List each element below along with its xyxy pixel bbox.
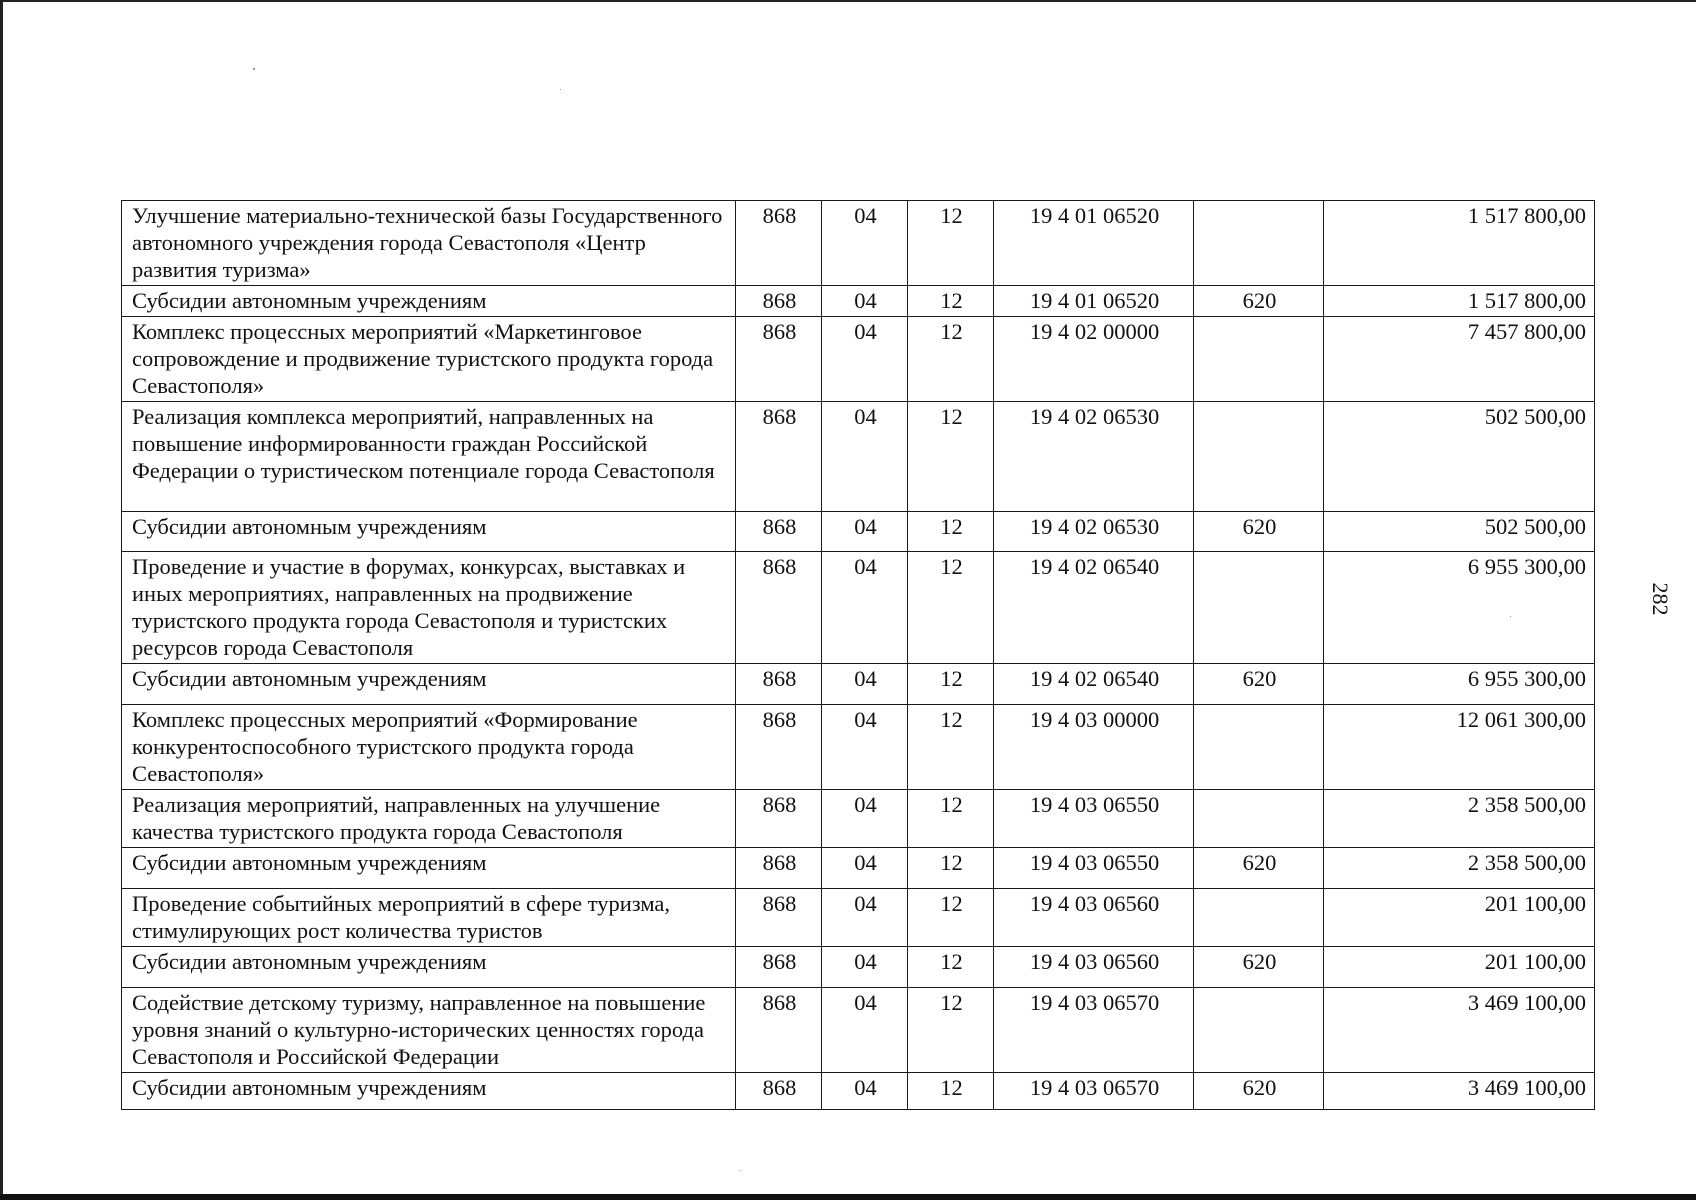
cell-subsection-code: 12: [908, 848, 994, 889]
cell-section-code: 04: [822, 988, 908, 1073]
cell-name: Комплекс процессных мероприятий «Маркетинговое сопровождение и продвижение туристского продукта города Севастополя»: [122, 317, 736, 402]
scan-speck: [253, 68, 255, 70]
cell-subsection-code: 12: [908, 1073, 994, 1110]
cell-target-article: 19 4 03 06570: [994, 988, 1194, 1073]
cell-section-code: 04: [822, 317, 908, 402]
cell-amount: 6 955 300,00: [1324, 664, 1595, 705]
cell-amount: 7 457 800,00: [1324, 317, 1595, 402]
cell-section-code: 04: [822, 664, 908, 705]
cell-name: Реализация комплекса мероприятий, направленных на повышение информированности граждан Российской Федерации о туристическом потенциале города Севастополя: [122, 402, 736, 512]
cell-name: Субсидии автономным учреждениям: [122, 286, 736, 317]
cell-grbs-code: 868: [736, 848, 822, 889]
cell-target-article: 19 4 02 06540: [994, 552, 1194, 664]
table-row: [122, 402, 1595, 512]
table-row: [122, 286, 1595, 317]
cell-expense-type: [1194, 705, 1324, 790]
cell-subsection-code: 12: [908, 790, 994, 848]
cell-grbs-code: 868: [736, 705, 822, 790]
cell-section-code: 04: [822, 1073, 908, 1110]
scan-border-left: [0, 0, 3, 1200]
cell-subsection-code: 12: [908, 317, 994, 402]
cell-expense-type: [1194, 889, 1324, 947]
cell-section-code: 04: [822, 848, 908, 889]
scan-speck: [560, 89, 561, 90]
cell-target-article: 19 4 03 06560: [994, 947, 1194, 988]
cell-name: Содействие детскому туризму, направленное на повышение уровня знаний о культурно-исторических ценностях города Севастополя и Российской Федерации: [122, 988, 736, 1073]
cell-section-code: 04: [822, 705, 908, 790]
cell-subsection-code: 12: [908, 512, 994, 552]
cell-expense-type: 620: [1194, 286, 1324, 317]
cell-grbs-code: 868: [736, 286, 822, 317]
cell-target-article: 19 4 03 06560: [994, 889, 1194, 947]
cell-expense-type: 620: [1194, 664, 1324, 705]
cell-amount: 1 517 800,00: [1324, 201, 1595, 286]
cell-expense-type: [1194, 317, 1324, 402]
cell-grbs-code: 868: [736, 402, 822, 512]
cell-grbs-code: 868: [736, 1073, 822, 1110]
cell-name: Субсидии автономным учреждениям: [122, 664, 736, 705]
cell-expense-type: [1194, 201, 1324, 286]
table-row: [122, 889, 1595, 947]
cell-amount: 201 100,00: [1324, 947, 1595, 988]
cell-section-code: 04: [822, 790, 908, 848]
cell-amount: 3 469 100,00: [1324, 1073, 1595, 1110]
cell-target-article: 19 4 03 06550: [994, 790, 1194, 848]
page-number: 282: [1648, 582, 1673, 616]
cell-name: Реализация мероприятий, направленных на улучшение качества туристского продукта города Севастополя: [122, 790, 736, 848]
cell-amount: 1 517 800,00: [1324, 286, 1595, 317]
cell-amount: 6 955 300,00: [1324, 552, 1595, 664]
table-row: [122, 790, 1595, 848]
scan-speck: [740, 1170, 741, 1171]
cell-subsection-code: 12: [908, 552, 994, 664]
cell-name: Комплекс процессных мероприятий «Формирование конкурентоспособного туристского продукта города Севастополя»: [122, 705, 736, 790]
cell-grbs-code: 868: [736, 988, 822, 1073]
budget-table: [121, 200, 1595, 1110]
cell-name: Субсидии автономным учреждениям: [122, 848, 736, 889]
cell-expense-type: [1194, 402, 1324, 512]
budget-table-body: [122, 201, 1595, 1110]
cell-name: Улучшение материально-технической базы Государственного автономного учреждения города Севастополя «Центр развития туризма»: [122, 201, 736, 286]
cell-subsection-code: 12: [908, 947, 994, 988]
cell-target-article: 19 4 03 06570: [994, 1073, 1194, 1110]
cell-name: Субсидии автономным учреждениям: [122, 512, 736, 552]
table-row: [122, 947, 1595, 988]
cell-subsection-code: 12: [908, 664, 994, 705]
cell-expense-type: 620: [1194, 1073, 1324, 1110]
cell-expense-type: [1194, 988, 1324, 1073]
cell-grbs-code: 868: [736, 317, 822, 402]
cell-name: Проведение событийных мероприятий в сфере туризма, стимулирующих рост количества туристов: [122, 889, 736, 947]
cell-amount: 3 469 100,00: [1324, 988, 1595, 1073]
cell-subsection-code: 12: [908, 402, 994, 512]
cell-expense-type: [1194, 790, 1324, 848]
cell-subsection-code: 12: [908, 705, 994, 790]
cell-target-article: 19 4 03 00000: [994, 705, 1194, 790]
cell-subsection-code: 12: [908, 988, 994, 1073]
cell-subsection-code: 12: [908, 201, 994, 286]
cell-grbs-code: 868: [736, 947, 822, 988]
cell-expense-type: [1194, 552, 1324, 664]
table-row: [122, 848, 1595, 889]
cell-name: Субсидии автономным учреждениям: [122, 1073, 736, 1110]
cell-subsection-code: 12: [908, 889, 994, 947]
cell-subsection-code: 12: [908, 286, 994, 317]
cell-target-article: 19 4 01 06520: [994, 201, 1194, 286]
cell-amount: 502 500,00: [1324, 402, 1595, 512]
cell-section-code: 04: [822, 947, 908, 988]
cell-grbs-code: 868: [736, 201, 822, 286]
cell-target-article: 19 4 02 06530: [994, 512, 1194, 552]
cell-section-code: 04: [822, 889, 908, 947]
cell-target-article: 19 4 02 00000: [994, 317, 1194, 402]
cell-amount: 502 500,00: [1324, 512, 1595, 552]
cell-section-code: 04: [822, 512, 908, 552]
cell-expense-type: 620: [1194, 848, 1324, 889]
table-row: [122, 988, 1595, 1073]
cell-amount: 2 358 500,00: [1324, 848, 1595, 889]
table-row: [122, 705, 1595, 790]
table-row: [122, 512, 1595, 552]
cell-name: Проведение и участие в форумах, конкурсах, выставках и иных мероприятиях, направленных на продвижение туристского продукта города Севастополя и туристских ресурсов города Севастополя: [122, 552, 736, 664]
cell-grbs-code: 868: [736, 664, 822, 705]
table-row: [122, 664, 1595, 705]
cell-expense-type: 620: [1194, 512, 1324, 552]
cell-target-article: 19 4 01 06520: [994, 286, 1194, 317]
cell-section-code: 04: [822, 552, 908, 664]
scan-border-bottom: [0, 1194, 1696, 1200]
cell-target-article: 19 4 02 06530: [994, 402, 1194, 512]
cell-grbs-code: 868: [736, 552, 822, 664]
scan-border-top: [0, 0, 1696, 2]
cell-expense-type: 620: [1194, 947, 1324, 988]
cell-amount: 201 100,00: [1324, 889, 1595, 947]
cell-section-code: 04: [822, 286, 908, 317]
table-row: [122, 201, 1595, 286]
cell-target-article: 19 4 02 06540: [994, 664, 1194, 705]
cell-grbs-code: 868: [736, 512, 822, 552]
cell-amount: 12 061 300,00: [1324, 705, 1595, 790]
cell-grbs-code: 868: [736, 889, 822, 947]
cell-name: Субсидии автономным учреждениям: [122, 947, 736, 988]
cell-grbs-code: 868: [736, 790, 822, 848]
cell-amount: 2 358 500,00: [1324, 790, 1595, 848]
cell-target-article: 19 4 03 06550: [994, 848, 1194, 889]
table-row: [122, 552, 1595, 664]
cell-section-code: 04: [822, 402, 908, 512]
table-row: [122, 317, 1595, 402]
table-row: [122, 1073, 1595, 1110]
cell-section-code: 04: [822, 201, 908, 286]
